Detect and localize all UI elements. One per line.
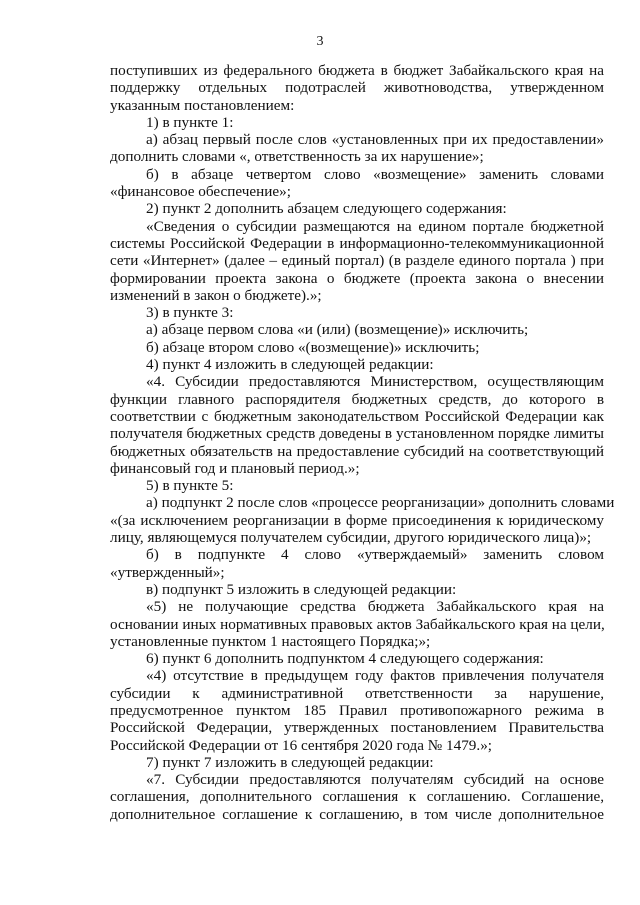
text-line: «утвержденный»; [110,563,225,581]
text-line: субсидии к административной ответственности за нарушение, [110,684,604,702]
text-line: бюджетных обязательств на предоставление субсидий на соответствующий [110,442,604,460]
paragraph [110,62,604,114]
text-line: «Сведения о субсидии размещаются на едином портале бюджетной [146,217,604,235]
text-line: дополнить словами «, ответственность за их нарушение»; [110,148,484,166]
paragraph [110,754,604,771]
paragraph [110,166,604,201]
paragraph [110,494,615,547]
text-line: поступивших из федерального бюджета в бюджет Забайкальского края на [110,62,604,79]
text-line: в) подпункт 5 изложить в следующей редакции: [146,580,457,598]
text-line: а) подпункт 2 после слов «процессе реорганизации» дополнить словами [146,494,615,512]
paragraph [110,304,604,321]
text-line: формировании проекта закона о бюджете (проекта закона о внесении [110,269,604,287]
text-line: 7) пункт 7 изложить в следующей редакции: [146,753,434,771]
paragraph [110,477,604,494]
text-line: «5) не получающие средства бюджета Забайкальского края на [146,598,604,616]
text-line: основании иных нормативных правовых актов Забайкальского края на цели, [110,615,605,633]
text-line: 6) пункт 6 дополнить подпунктом 4 следующего содержания: [146,650,544,668]
text-line: установленные пунктом 1 настоящего Порядка;»; [110,632,431,650]
paragraph [110,200,604,217]
paragraph [110,667,604,753]
paragraph [110,373,604,477]
text-line: 5) в пункте 5: [146,477,234,495]
paragraph [110,114,604,131]
text-line: финансовый год и плановый период.»; [110,459,360,477]
paragraph [110,218,604,304]
text-line: «4. Субсидии предоставляются Министерством, осуществляющим [146,373,604,391]
paragraph [110,581,604,598]
text-line: указанным постановлением: [110,96,295,114]
text-line: а) абзац первый после слов «установленных при их предоставлении» [146,131,604,149]
text-line: 2) пункт 2 дополнить абзацем следующего содержания: [146,200,507,218]
paragraph [110,546,604,581]
text-line: б) в абзаце четвертом слово «возмещение» заменить словами [146,165,604,183]
text-line: получателя бюджетных средств доведены в установленном порядке лимиты [110,425,604,443]
text-line: соответствии с бюджетным законодательством Российской Федерации как [110,407,604,425]
paragraph [110,650,604,667]
text-line: «(за исключением реорганизации в форме присоединения к юридическому [110,511,604,529]
text-line: б) в подпункте 4 слово «утверждаемый» заменить словом [146,546,604,564]
text-line: б) абзаце втором слово «(возмещение)» исключить; [146,338,480,356]
paragraph [110,771,604,823]
paragraph [110,321,604,338]
text-line: функции главного распорядителя бюджетных средств, до которого в [110,390,604,408]
page-number: 3 [316,34,324,49]
text-line: Российской Федерации от 16 сентября 2020 года № 1479.»; [110,736,493,754]
paragraph [110,598,604,650]
text-line: поддержку отдельных подотраслей животноводства, утвержденном [110,79,604,97]
paragraph [110,356,604,373]
text-line: 4) пункт 4 изложить в следующей редакции: [146,356,434,374]
document-body [110,62,615,823]
text-line: системы Российской Федерации в информационно-телекоммуникационной [110,234,604,252]
text-line: а) абзаце первом слова «и (или) (возмещение)» исключить; [146,321,529,339]
text-line: «7. Субсидии предоставляются получателям субсидий на основе [146,771,604,789]
text-line: соглашения, дополнительного соглашения к соглашению. Соглашение, [110,788,604,806]
text-line: Российской Федерации, утвержденных постановлением Правительства [110,719,604,737]
text-line: лицу, являющемуся получателем субсидии, другого юридического лица)»; [110,529,592,547]
text-line: дополнительное соглашение к соглашению, в том числе дополнительное [110,805,604,823]
text-line: 1) в пункте 1: [146,113,234,131]
text-line: сети «Интернет» (далее – единый портал) (в разделе единого портала ) при [110,252,604,270]
text-line: «4) отсутствие в предыдущем году фактов привлечения получателя [146,667,604,685]
text-line: «финансовое обеспечение»; [110,183,291,201]
paragraph [110,131,604,166]
text-line: предусмотренное пунктом 185 Правил противопожарного режима в [110,701,604,719]
text-line: 3) в пункте 3: [146,304,234,322]
paragraph [110,339,604,356]
text-line: изменений в закон о бюджете).»; [110,286,322,304]
